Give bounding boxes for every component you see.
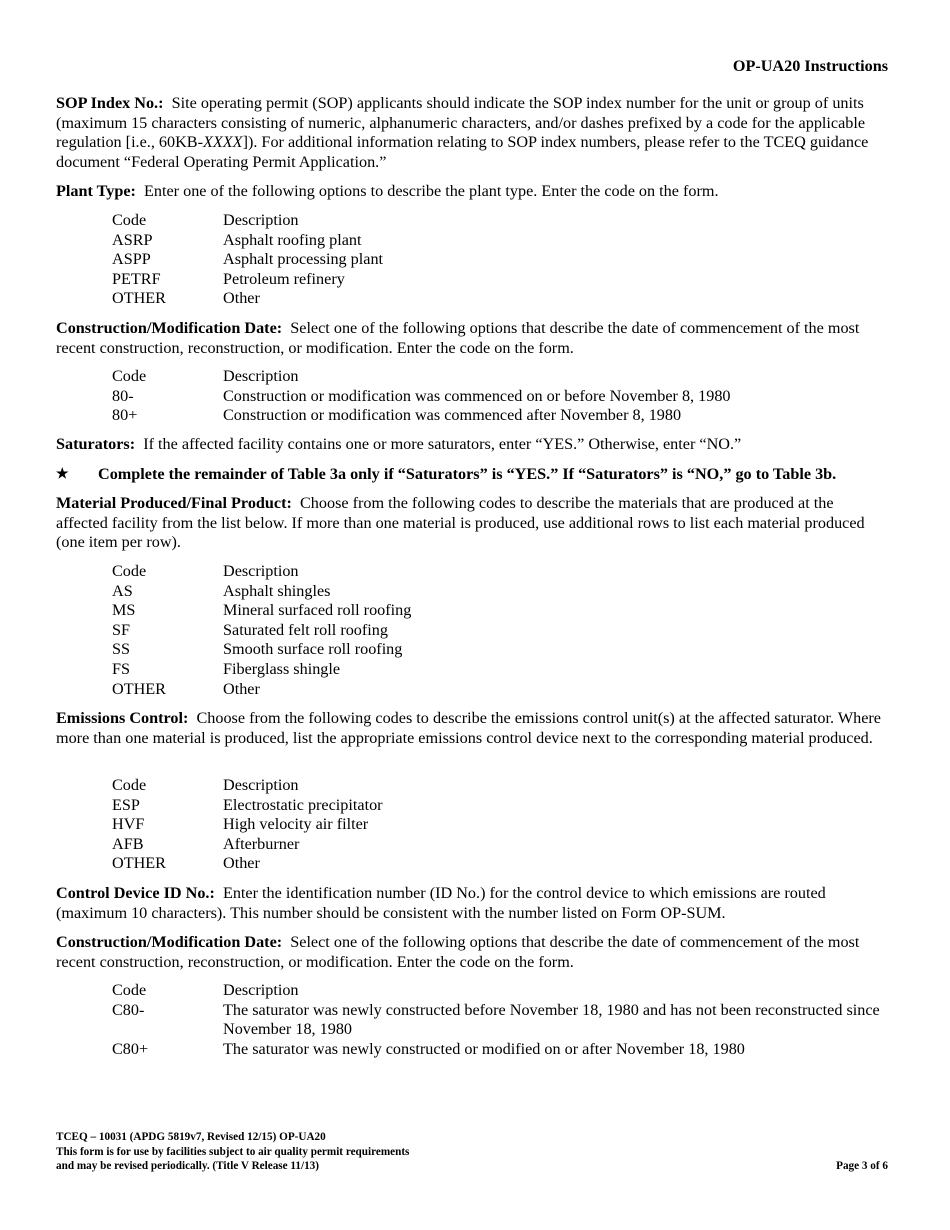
description-cell: Construction or modification was commenced on or before November 8, 1980 [223,386,731,405]
control-device-label: Control Device ID No.: [56,884,215,902]
code-cell: HVF [112,815,145,834]
code-row [112,835,888,855]
sop-index-section [56,94,888,172]
code-cell: 80- [112,386,134,405]
footer-usage-note: This form is for use by facilities subject to air quality permit requirements [56,1145,410,1158]
description-cell: Petroleum refinery [223,269,345,288]
description-cell: Asphalt shingles [223,581,331,600]
emissions-control-section [56,709,888,748]
code-header: Code [112,981,147,999]
code-cell: FS [112,659,131,678]
page-number: Page 3 of 6 [836,1160,888,1172]
emissions-control-code-table [112,776,888,874]
code-table-header [112,367,888,387]
star-icon: ★ [56,467,69,482]
code-row [112,1001,888,1040]
plant-type-code-table [112,211,888,309]
code-table-header [112,981,888,1001]
plant-type-label: Plant Type: [56,182,136,200]
code-table-header [112,776,888,796]
construction-date-paragraph-2 [56,933,888,972]
code-cell: C80- [112,1000,145,1019]
material-produced-text: Choose from the following codes to describe the materials that are produced at the affected facility from the list below. If more than one material is produced, use additional rows to list each material produced (one item per row). [56,494,865,552]
description-header: Description [223,367,299,385]
description-cell: Other [223,679,260,698]
saturators-section [56,435,888,455]
description-header: Description [223,776,299,794]
code-row [112,231,888,251]
construction-date-code-table-2 [112,981,888,1059]
emissions-control-paragraph [56,709,888,748]
saturators-label: Saturators: [56,435,136,453]
description-cell: The saturator was newly constructed or modified on or after November 18, 1980 [223,1039,745,1058]
code-row [112,406,888,426]
code-row [112,601,888,621]
code-row [112,621,888,641]
saturators-note [56,465,888,485]
saturators-text: If the affected facility contains one or more saturators, enter “YES.” Otherwise, enter “NO.” [143,435,742,453]
emissions-control-text: Choose from the following codes to describe the emissions control unit(s) at the affected saturator. Where more than one material is produced, list the appropriate emissions control device next to the corresponding material produced. [56,709,881,747]
page-title: OP-UA20 Instructions [732,57,888,75]
description-cell: Smooth surface roll roofing [223,640,403,659]
code-cell: OTHER [112,289,166,308]
code-row [112,289,888,309]
description-header: Description [223,211,299,229]
plant-type-section [56,182,888,202]
saturators-paragraph [56,435,888,455]
sop-index-label: SOP Index No.: [56,94,164,112]
construction-date-text-1: Select one of the following options that describe the date of commencement of the most recent construction, reconstruction, or modification. Enter the code on the form. [56,319,860,357]
code-row [112,387,888,407]
sop-index-text-italic: XXXX [203,133,243,152]
code-cell: PETRF [112,269,161,288]
description-cell: High velocity air filter [223,815,369,834]
code-table-header [112,211,888,231]
code-cell: OTHER [112,854,166,873]
description-cell: The saturator was newly constructed before November 18, 1980 and has not been reconstructed since November 18, 1980 [223,1000,880,1039]
code-row [112,660,888,680]
code-header: Code [112,367,147,385]
description-cell: Afterburner [223,834,300,853]
construction-date-section-2 [56,933,888,972]
footer-revision-note: and may be revised periodically. (Title V Release 11/13) [56,1160,320,1172]
construction-date-paragraph-1 [56,319,888,358]
plant-type-text: Enter one of the following options to describe the plant type. Enter the code on the form. [144,182,719,200]
code-cell: ESP [112,795,140,814]
sop-index-text-pre: Site operating permit (SOP) applicants should indicate the SOP index number for the unit or group of units (maximum 15 characters consisting of numeric, alphanumeric characters, and/or dashes prefixed by a code for the applicable regulation [i.e., 60KB- [56,94,866,152]
code-row [112,582,888,602]
code-row [112,854,888,874]
material-produced-label: Material Produced/Final Product: [56,494,292,512]
code-row [112,815,888,835]
control-device-section [56,884,888,923]
code-header: Code [112,562,147,580]
description-cell: Other [223,289,260,308]
description-cell: Saturated felt roll roofing [223,620,388,639]
sop-index-paragraph [56,94,888,172]
construction-date-code-table-1 [112,367,888,426]
document-page [56,0,888,1230]
description-cell: Mineral surfaced roll roofing [223,601,412,620]
control-device-text: Enter the identification number (ID No.) for the control device to which emissions are routed (maximum 10 characters). This number should be consistent with the number listed on Form OP-SUM. [56,884,826,922]
code-table-header [112,562,888,582]
description-header: Description [223,981,299,999]
construction-date-label-2: Construction/Modification Date: [56,933,283,951]
code-row [112,270,888,290]
code-row [112,1040,888,1060]
description-header: Description [223,562,299,580]
description-cell: Asphalt roofing plant [223,230,362,249]
code-cell: C80+ [112,1039,149,1058]
control-device-paragraph [56,884,888,923]
code-row [112,640,888,660]
description-cell: Fiberglass shingle [223,659,341,678]
code-cell: AS [112,581,133,600]
code-cell: AFB [112,834,144,853]
code-row [112,796,888,816]
emissions-control-label: Emissions Control: [56,709,189,727]
code-cell: SF [112,620,131,639]
material-produced-paragraph [56,494,888,553]
plant-type-paragraph [56,182,888,202]
code-cell: 80+ [112,406,138,425]
code-cell: MS [112,601,136,620]
construction-date-section-1 [56,319,888,358]
construction-date-label-1: Construction/Modification Date: [56,319,283,337]
code-cell: OTHER [112,679,166,698]
footer-form-id: TCEQ – 10031 (APDG 5819v7, Revised 12/15) OP-UA20 [56,1131,326,1143]
description-cell: Other [223,854,260,873]
material-produced-section [56,494,888,553]
description-cell: Construction or modification was commenced after November 8, 1980 [223,406,682,425]
sop-index-text-post: ]). For additional information relating to SOP index numbers, please refer to the TCEQ guidance document “Federal Operating Permit Application.” [56,133,869,171]
code-cell: ASPP [112,250,151,269]
description-cell: Electrostatic precipitator [223,795,383,814]
code-header: Code [112,776,147,794]
code-header: Code [112,211,147,229]
saturators-note-text: Complete the remainder of Table 3a only if “Saturators” is “YES.” If “Saturators” is “NO,” go to Table 3b. [98,465,837,483]
description-cell: Asphalt processing plant [223,250,384,269]
material-produced-code-table [112,562,888,699]
code-cell: SS [112,640,131,659]
code-cell: ASRP [112,230,153,249]
code-row [112,680,888,700]
page-footer [56,1130,888,1174]
code-row [112,250,888,270]
construction-date-text-2: Select one of the following options that describe the date of commencement of the most recent construction, reconstruction, or modification. Enter the code on the form. [56,933,860,971]
